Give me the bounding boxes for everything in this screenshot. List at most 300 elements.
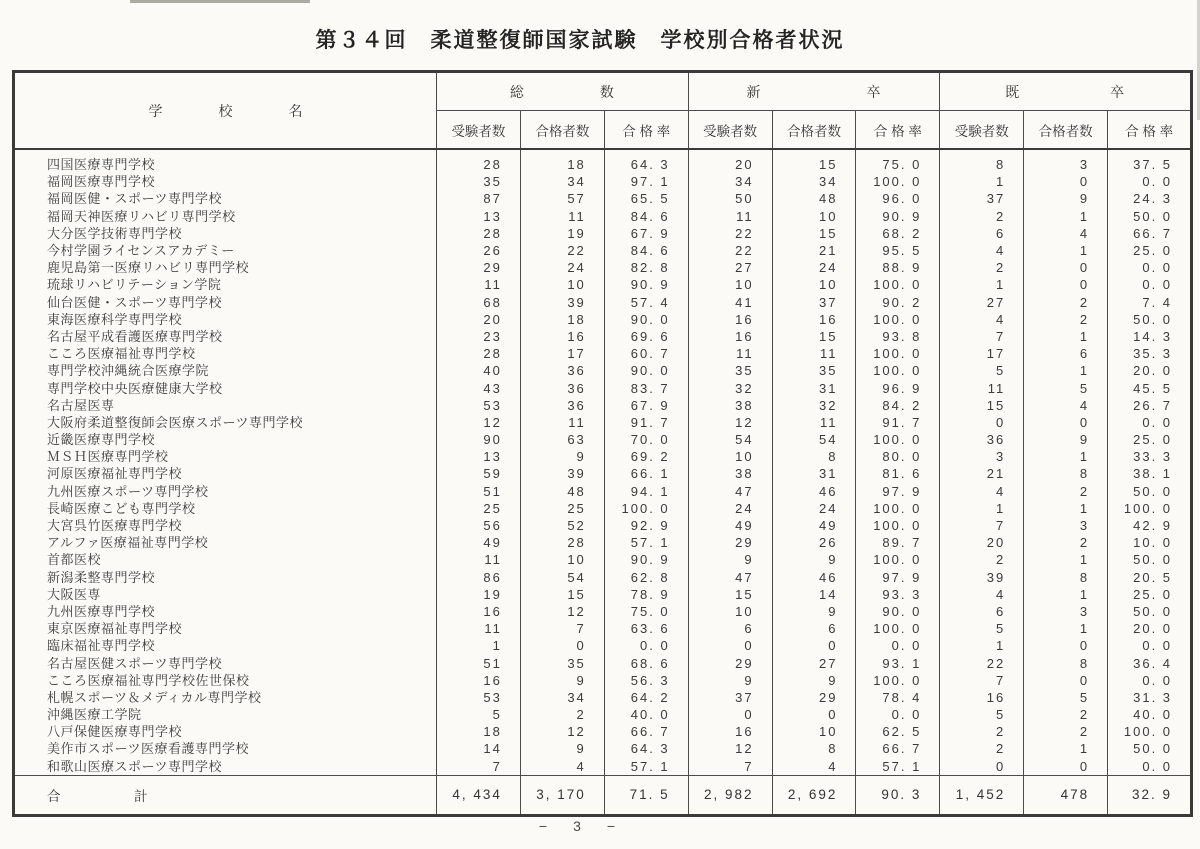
value-cell: 9 bbox=[772, 551, 856, 568]
school-name-cell: 美作市スポーツ医療看護専門学校 bbox=[14, 740, 437, 757]
value-cell: 15 bbox=[772, 225, 856, 242]
value-cell: 24 bbox=[688, 500, 772, 517]
value-cell: 9 bbox=[772, 672, 856, 689]
value-cell: 100. 0 bbox=[604, 500, 688, 517]
value-cell: 1 bbox=[1024, 242, 1108, 259]
value-cell: 64. 3 bbox=[604, 149, 688, 173]
value-cell: 10 bbox=[772, 723, 856, 740]
value-cell: 0 bbox=[1024, 758, 1108, 776]
value-cell: 20 bbox=[688, 149, 772, 173]
total-row bbox=[14, 775, 1192, 815]
value-cell: 6 bbox=[940, 225, 1024, 242]
value-cell: 10 bbox=[772, 276, 856, 293]
value-cell: 2 bbox=[1024, 723, 1108, 740]
value-cell: 45. 5 bbox=[1108, 379, 1192, 396]
value-cell: 29 bbox=[772, 689, 856, 706]
school-name-cell: アルファ医療福祉専門学校 bbox=[14, 534, 437, 551]
value-cell: 18 bbox=[437, 723, 521, 740]
value-cell: 0 bbox=[1024, 276, 1108, 293]
total-value-cell: 71. 5 bbox=[604, 775, 688, 815]
value-cell: 63. 6 bbox=[604, 620, 688, 637]
value-cell: 62. 8 bbox=[604, 569, 688, 586]
value-cell: 12 bbox=[688, 414, 772, 431]
value-cell: 2 bbox=[1024, 294, 1108, 311]
value-cell: 35 bbox=[772, 362, 856, 379]
value-cell: 75. 0 bbox=[856, 149, 940, 173]
value-cell: 50. 0 bbox=[1108, 311, 1192, 328]
value-cell: 26. 7 bbox=[1108, 397, 1192, 414]
value-cell: 75. 0 bbox=[604, 603, 688, 620]
value-cell: 82. 8 bbox=[604, 259, 688, 276]
value-cell: 43 bbox=[437, 379, 521, 396]
value-cell: 57. 4 bbox=[604, 294, 688, 311]
value-cell: 65. 5 bbox=[604, 190, 688, 207]
total-value-cell: 3, 170 bbox=[520, 775, 604, 815]
value-cell: 0 bbox=[940, 758, 1024, 776]
scan-artifact bbox=[130, 0, 310, 3]
value-cell: 100. 0 bbox=[856, 672, 940, 689]
value-cell: 7 bbox=[940, 517, 1024, 534]
value-cell: 3 bbox=[1024, 603, 1108, 620]
value-cell: 90. 2 bbox=[856, 294, 940, 311]
value-cell: 17 bbox=[940, 345, 1024, 362]
value-cell: 32 bbox=[772, 397, 856, 414]
value-cell: 14. 3 bbox=[1108, 328, 1192, 345]
value-cell: 100. 0 bbox=[856, 345, 940, 362]
value-cell: 10 bbox=[688, 276, 772, 293]
value-cell: 57. 1 bbox=[856, 758, 940, 776]
value-cell: 1 bbox=[1024, 448, 1108, 465]
value-cell: 97. 9 bbox=[856, 569, 940, 586]
table-row bbox=[14, 328, 1192, 345]
value-cell: 15 bbox=[688, 586, 772, 603]
header-pass-rate: 合 格 率 bbox=[856, 111, 940, 150]
school-name-cell: 今村学園ライセンスアカデミー bbox=[14, 242, 437, 259]
school-name-cell: 福岡医療専門学校 bbox=[14, 173, 437, 190]
value-cell: 95. 5 bbox=[856, 242, 940, 259]
value-cell: 2 bbox=[940, 551, 1024, 568]
value-cell: 80. 0 bbox=[856, 448, 940, 465]
school-name-cell: 鹿児島第一医療リハビリ専門学校 bbox=[14, 259, 437, 276]
value-cell: 90. 9 bbox=[856, 208, 940, 225]
value-cell: 100. 0 bbox=[856, 517, 940, 534]
value-cell: 5 bbox=[940, 362, 1024, 379]
table-row bbox=[14, 569, 1192, 586]
header-passers: 合格者数 bbox=[772, 111, 856, 150]
value-cell: 7. 4 bbox=[1108, 294, 1192, 311]
school-name-cell: こころ医療福祉専門学校佐世保校 bbox=[14, 672, 437, 689]
value-cell: 22 bbox=[940, 654, 1024, 671]
value-cell: 16 bbox=[772, 311, 856, 328]
table-row bbox=[14, 345, 1192, 362]
school-name-cell: 河原医療福祉専門学校 bbox=[14, 465, 437, 482]
value-cell: 2 bbox=[940, 723, 1024, 740]
value-cell: 29 bbox=[688, 534, 772, 551]
table-row bbox=[14, 173, 1192, 190]
value-cell: 35 bbox=[437, 173, 521, 190]
value-cell: 11 bbox=[688, 208, 772, 225]
value-cell: 1 bbox=[437, 637, 521, 654]
value-cell: 90. 0 bbox=[604, 362, 688, 379]
school-name-cell: 大分医学技術専門学校 bbox=[14, 225, 437, 242]
value-cell: 24 bbox=[520, 259, 604, 276]
value-cell: 48 bbox=[520, 483, 604, 500]
value-cell: 100. 0 bbox=[856, 311, 940, 328]
value-cell: 5 bbox=[940, 706, 1024, 723]
value-cell: 5 bbox=[437, 706, 521, 723]
total-value-cell: 2, 692 bbox=[772, 775, 856, 815]
value-cell: 47 bbox=[688, 483, 772, 500]
value-cell: 2 bbox=[1024, 706, 1108, 723]
value-cell: 8 bbox=[772, 740, 856, 757]
value-cell: 100. 0 bbox=[856, 173, 940, 190]
value-cell: 42. 9 bbox=[1108, 517, 1192, 534]
value-cell: 35 bbox=[688, 362, 772, 379]
value-cell: 50. 0 bbox=[1108, 740, 1192, 757]
value-cell: 7 bbox=[520, 620, 604, 637]
value-cell: 53 bbox=[437, 689, 521, 706]
school-name-cell: 名古屋平成看護医療専門学校 bbox=[14, 328, 437, 345]
value-cell: 37 bbox=[688, 689, 772, 706]
table-row bbox=[14, 586, 1192, 603]
school-name-cell: 専門学校中央医療健康大学校 bbox=[14, 379, 437, 396]
value-cell: 0 bbox=[1024, 414, 1108, 431]
value-cell: 97. 1 bbox=[604, 173, 688, 190]
table-row bbox=[14, 448, 1192, 465]
value-cell: 91. 7 bbox=[604, 414, 688, 431]
value-cell: 8 bbox=[1024, 654, 1108, 671]
total-value-cell: 478 bbox=[1024, 775, 1108, 815]
value-cell: 16 bbox=[688, 723, 772, 740]
value-cell: 15 bbox=[772, 328, 856, 345]
table-footer bbox=[14, 775, 1192, 815]
table-row bbox=[14, 276, 1192, 293]
school-name-cell: 琉球リハビリテーション学院 bbox=[14, 276, 437, 293]
table-row bbox=[14, 672, 1192, 689]
value-cell: 41 bbox=[688, 294, 772, 311]
value-cell: 11 bbox=[437, 620, 521, 637]
value-cell: 2 bbox=[940, 740, 1024, 757]
value-cell: 7 bbox=[940, 672, 1024, 689]
value-cell: 2 bbox=[1024, 483, 1108, 500]
value-cell: 26 bbox=[437, 242, 521, 259]
value-cell: 9 bbox=[520, 672, 604, 689]
value-cell: 40. 0 bbox=[1108, 706, 1192, 723]
value-cell: 36. 4 bbox=[1108, 654, 1192, 671]
value-cell: 54 bbox=[688, 431, 772, 448]
value-cell: 49 bbox=[772, 517, 856, 534]
school-name-cell: 大阪府柔道整復師会医療スポーツ専門学校 bbox=[14, 414, 437, 431]
value-cell: 0. 0 bbox=[604, 637, 688, 654]
value-cell: 84. 2 bbox=[856, 397, 940, 414]
value-cell: 7 bbox=[688, 758, 772, 776]
value-cell: 50. 0 bbox=[1108, 551, 1192, 568]
value-cell: 5 bbox=[940, 620, 1024, 637]
value-cell: 10 bbox=[520, 276, 604, 293]
value-cell: 10 bbox=[520, 551, 604, 568]
value-cell: 78. 4 bbox=[856, 689, 940, 706]
value-cell: 60. 7 bbox=[604, 345, 688, 362]
value-cell: 9 bbox=[520, 740, 604, 757]
value-cell: 66. 7 bbox=[604, 723, 688, 740]
table-row bbox=[14, 149, 1192, 173]
value-cell: 34 bbox=[520, 173, 604, 190]
value-cell: 18 bbox=[520, 311, 604, 328]
value-cell: 1 bbox=[1024, 328, 1108, 345]
value-cell: 0 bbox=[1024, 173, 1108, 190]
value-cell: 67. 9 bbox=[604, 397, 688, 414]
value-cell: 47 bbox=[688, 569, 772, 586]
header-group-total: 総 数 bbox=[437, 72, 689, 111]
value-cell: 87 bbox=[437, 190, 521, 207]
table-row bbox=[14, 259, 1192, 276]
value-cell: 20 bbox=[437, 311, 521, 328]
value-cell: 1 bbox=[1024, 362, 1108, 379]
value-cell: 9 bbox=[520, 448, 604, 465]
value-cell: 62. 5 bbox=[856, 723, 940, 740]
table-row bbox=[14, 517, 1192, 534]
value-cell: 39 bbox=[520, 294, 604, 311]
value-cell: 64. 2 bbox=[604, 689, 688, 706]
value-cell: 4 bbox=[940, 483, 1024, 500]
table-row bbox=[14, 431, 1192, 448]
value-cell: 56 bbox=[437, 517, 521, 534]
header-pass-rate: 合 格 率 bbox=[1108, 111, 1192, 150]
value-cell: 31. 3 bbox=[1108, 689, 1192, 706]
value-cell: 11 bbox=[772, 345, 856, 362]
value-cell: 1 bbox=[1024, 586, 1108, 603]
value-cell: 2 bbox=[940, 259, 1024, 276]
value-cell: 34 bbox=[520, 689, 604, 706]
value-cell: 10 bbox=[772, 208, 856, 225]
value-cell: 50. 0 bbox=[1108, 483, 1192, 500]
value-cell: 5 bbox=[1024, 379, 1108, 396]
value-cell: 25. 0 bbox=[1108, 242, 1192, 259]
value-cell: 50. 0 bbox=[1108, 208, 1192, 225]
value-cell: 57 bbox=[520, 190, 604, 207]
table-header bbox=[14, 72, 1192, 150]
value-cell: 28 bbox=[437, 149, 521, 173]
value-cell: 16 bbox=[437, 672, 521, 689]
value-cell: 6 bbox=[940, 603, 1024, 620]
header-group-prev-grad: 既 卒 bbox=[940, 72, 1192, 111]
value-cell: 70. 0 bbox=[604, 431, 688, 448]
value-cell: 0. 0 bbox=[1108, 276, 1192, 293]
value-cell: 96. 9 bbox=[856, 379, 940, 396]
value-cell: 19 bbox=[437, 586, 521, 603]
value-cell: 1 bbox=[1024, 551, 1108, 568]
value-cell: 0. 0 bbox=[1108, 672, 1192, 689]
value-cell: 2 bbox=[1024, 311, 1108, 328]
table-row bbox=[14, 740, 1192, 757]
school-name-cell: 大宮呉竹医療専門学校 bbox=[14, 517, 437, 534]
value-cell: 10. 0 bbox=[1108, 534, 1192, 551]
value-cell: 0. 0 bbox=[1108, 259, 1192, 276]
value-cell: 15 bbox=[520, 586, 604, 603]
value-cell: 11 bbox=[437, 276, 521, 293]
table-row bbox=[14, 551, 1192, 568]
school-name-cell: 福岡医健・スポーツ専門学校 bbox=[14, 190, 437, 207]
school-name-cell: 福岡天神医療リハビリ専門学校 bbox=[14, 208, 437, 225]
table-row bbox=[14, 706, 1192, 723]
value-cell: 29 bbox=[437, 259, 521, 276]
value-cell: 0 bbox=[1024, 672, 1108, 689]
value-cell: 3 bbox=[1024, 149, 1108, 173]
value-cell: 100. 0 bbox=[856, 551, 940, 568]
value-cell: 90. 9 bbox=[604, 551, 688, 568]
value-cell: 51 bbox=[437, 654, 521, 671]
value-cell: 19 bbox=[520, 225, 604, 242]
table-row bbox=[14, 637, 1192, 654]
value-cell: 0 bbox=[772, 637, 856, 654]
value-cell: 91. 7 bbox=[856, 414, 940, 431]
value-cell: 28 bbox=[437, 225, 521, 242]
value-cell: 17 bbox=[520, 345, 604, 362]
value-cell: 96. 0 bbox=[856, 190, 940, 207]
value-cell: 4 bbox=[520, 758, 604, 776]
value-cell: 0 bbox=[520, 637, 604, 654]
value-cell: 46 bbox=[772, 569, 856, 586]
value-cell: 1 bbox=[940, 637, 1024, 654]
value-cell: 27 bbox=[688, 259, 772, 276]
value-cell: 50 bbox=[688, 190, 772, 207]
results-table bbox=[12, 70, 1193, 817]
school-name-cell: 新潟柔整専門学校 bbox=[14, 569, 437, 586]
table-row bbox=[14, 603, 1192, 620]
value-cell: 92. 9 bbox=[604, 517, 688, 534]
value-cell: 38 bbox=[688, 465, 772, 482]
value-cell: 0. 0 bbox=[1108, 173, 1192, 190]
value-cell: 93. 3 bbox=[856, 586, 940, 603]
value-cell: 35 bbox=[520, 654, 604, 671]
school-name-cell: 東海医療科学専門学校 bbox=[14, 311, 437, 328]
value-cell: 9 bbox=[1024, 431, 1108, 448]
value-cell: 37 bbox=[772, 294, 856, 311]
header-passers: 合格者数 bbox=[520, 111, 604, 150]
value-cell: 4 bbox=[940, 586, 1024, 603]
table-row bbox=[14, 379, 1192, 396]
header-examinees: 受験者数 bbox=[437, 111, 521, 150]
header-examinees: 受験者数 bbox=[688, 111, 772, 150]
value-cell: 24 bbox=[772, 259, 856, 276]
page-number: − 3 − bbox=[538, 818, 622, 834]
table-row bbox=[14, 294, 1192, 311]
value-cell: 88. 9 bbox=[856, 259, 940, 276]
value-cell: 9 bbox=[1024, 190, 1108, 207]
value-cell: 13 bbox=[437, 448, 521, 465]
value-cell: 40. 0 bbox=[604, 706, 688, 723]
value-cell: 100. 0 bbox=[1108, 723, 1192, 740]
value-cell: 11 bbox=[520, 414, 604, 431]
value-cell: 53 bbox=[437, 397, 521, 414]
value-cell: 18 bbox=[520, 149, 604, 173]
value-cell: 83. 7 bbox=[604, 379, 688, 396]
table-row bbox=[14, 208, 1192, 225]
school-name-cell: 札幌スポーツ＆メディカル専門学校 bbox=[14, 689, 437, 706]
value-cell: 50. 0 bbox=[1108, 603, 1192, 620]
value-cell: 11 bbox=[688, 345, 772, 362]
table-row bbox=[14, 465, 1192, 482]
value-cell: 2 bbox=[520, 706, 604, 723]
total-value-cell: 4, 434 bbox=[437, 775, 521, 815]
value-cell: 97. 9 bbox=[856, 483, 940, 500]
value-cell: 90 bbox=[437, 431, 521, 448]
value-cell: 68 bbox=[437, 294, 521, 311]
value-cell: 0. 0 bbox=[856, 706, 940, 723]
value-cell: 7 bbox=[437, 758, 521, 776]
value-cell: 11 bbox=[940, 379, 1024, 396]
school-name-cell: 和歌山医療スポーツ専門学校 bbox=[14, 758, 437, 776]
value-cell: 0 bbox=[688, 637, 772, 654]
value-cell: 66. 1 bbox=[604, 465, 688, 482]
value-cell: 25. 0 bbox=[1108, 586, 1192, 603]
table-row bbox=[14, 190, 1192, 207]
value-cell: 2 bbox=[940, 208, 1024, 225]
value-cell: 93. 8 bbox=[856, 328, 940, 345]
value-cell: 16 bbox=[437, 603, 521, 620]
value-cell: 16 bbox=[688, 311, 772, 328]
value-cell: 100. 0 bbox=[856, 431, 940, 448]
value-cell: 93. 1 bbox=[856, 654, 940, 671]
value-cell: 38. 1 bbox=[1108, 465, 1192, 482]
value-cell: 51 bbox=[437, 483, 521, 500]
school-name-cell: 八戸保健医療専門学校 bbox=[14, 723, 437, 740]
value-cell: 100. 0 bbox=[1108, 500, 1192, 517]
total-value-cell: 90. 3 bbox=[856, 775, 940, 815]
value-cell: 0. 0 bbox=[1108, 758, 1192, 776]
value-cell: 8 bbox=[772, 448, 856, 465]
value-cell: 1 bbox=[940, 500, 1024, 517]
value-cell: 54 bbox=[772, 431, 856, 448]
value-cell: 100. 0 bbox=[856, 620, 940, 637]
value-cell: 36 bbox=[520, 362, 604, 379]
value-cell: 90. 0 bbox=[604, 311, 688, 328]
value-cell: 27 bbox=[772, 654, 856, 671]
value-cell: 27 bbox=[940, 294, 1024, 311]
value-cell: 12 bbox=[688, 740, 772, 757]
value-cell: 84. 6 bbox=[604, 242, 688, 259]
value-cell: 1 bbox=[1024, 620, 1108, 637]
value-cell: 31 bbox=[772, 379, 856, 396]
value-cell: 16 bbox=[940, 689, 1024, 706]
value-cell: 57. 1 bbox=[604, 534, 688, 551]
value-cell: 7 bbox=[940, 328, 1024, 345]
value-cell: 37 bbox=[940, 190, 1024, 207]
value-cell: 36 bbox=[520, 397, 604, 414]
value-cell: 28 bbox=[437, 345, 521, 362]
value-cell: 25. 0 bbox=[1108, 431, 1192, 448]
value-cell: 10 bbox=[688, 448, 772, 465]
table-row bbox=[14, 414, 1192, 431]
school-name-cell: 沖縄医療工学院 bbox=[14, 706, 437, 723]
value-cell: 9 bbox=[688, 551, 772, 568]
value-cell: 20. 0 bbox=[1108, 362, 1192, 379]
value-cell: 52 bbox=[520, 517, 604, 534]
value-cell: 2 bbox=[1024, 534, 1108, 551]
value-cell: 11 bbox=[437, 551, 521, 568]
school-name-cell: 東京医療福祉専門学校 bbox=[14, 620, 437, 637]
value-cell: 4 bbox=[940, 311, 1024, 328]
school-name-cell: 大阪医専 bbox=[14, 586, 437, 603]
value-cell: 9 bbox=[772, 603, 856, 620]
value-cell: 63 bbox=[520, 431, 604, 448]
value-cell: 8 bbox=[1024, 465, 1108, 482]
value-cell: 4 bbox=[1024, 397, 1108, 414]
value-cell: 1 bbox=[1024, 500, 1108, 517]
value-cell: 0. 0 bbox=[856, 637, 940, 654]
value-cell: 12 bbox=[437, 414, 521, 431]
value-cell: 16 bbox=[688, 328, 772, 345]
